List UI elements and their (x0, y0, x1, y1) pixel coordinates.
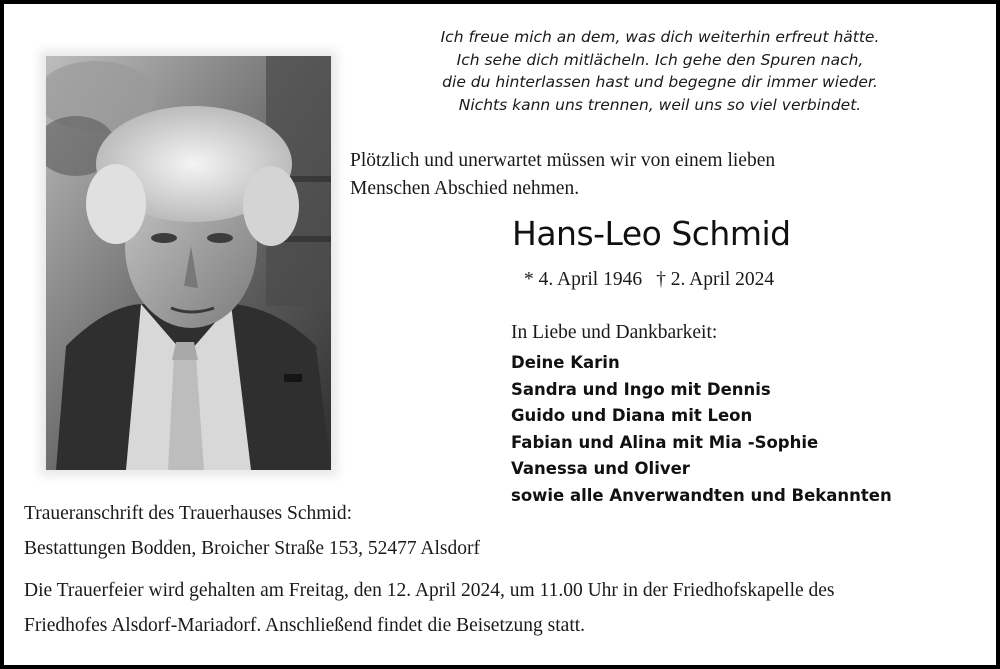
service-line: Friedhofes Alsdorf-Mariadorf. Anschließend findet die Beisetzung statt. (24, 615, 586, 636)
mourning-address (24, 496, 480, 566)
mourner-name: Vanessa und Oliver (511, 459, 690, 478)
mourner-name: sowie alle Anverwandten und Bekannten (511, 485, 892, 505)
deceased-name: Hans-Leo Schmid (512, 214, 791, 253)
poem-line: die du hinterlassen hast und begegne dir immer wieder. (442, 73, 878, 91)
intro-line: Plötzlich und unerwartet müssen wir von einem lieben (350, 150, 776, 171)
death-date: † 2. April 2024 (656, 269, 775, 290)
address-line: Bestattungen Bodden, Broicher Straße 153, 52477 Alsdorf (24, 538, 481, 559)
poem-line: Ich freue mich an dem, was dich weiterhin erfreut hätte. (440, 28, 880, 46)
mourners-lead: In Liebe und Dankbarkeit: (511, 322, 718, 343)
mourner-name: Guido und Diana mit Leon (511, 406, 753, 425)
intro-text (350, 147, 775, 203)
life-dates (524, 269, 774, 291)
mourner-name: Sandra und Ingo mit Dennis (511, 379, 771, 399)
service-line: Die Trauerfeier wird gehalten am Freitag, den 12. April 2024, um 11.00 Uhr in der Friedhofskapelle des (24, 580, 835, 601)
address-heading: Traueranschrift des Trauerhauses Schmid: (24, 503, 353, 524)
funeral-service-info (24, 573, 984, 643)
mourners-list (511, 350, 892, 509)
portrait-photo (46, 56, 331, 470)
poem-line: Ich sehe dich mitlächeln. Ich gehe den Spuren nach, (456, 50, 864, 69)
mourner-name: Deine Karin (511, 353, 620, 372)
poem (360, 26, 960, 116)
intro-line: Menschen Abschied nehmen. (350, 178, 580, 199)
poem-line: Nichts kann uns trennen, weil uns so viel verbindet. (458, 95, 862, 114)
portrait-illustration (46, 56, 331, 470)
mourner-name: Fabian und Alina mit Mia -Sophie (511, 432, 819, 452)
birth-date: * 4. April 1946 (524, 269, 643, 290)
